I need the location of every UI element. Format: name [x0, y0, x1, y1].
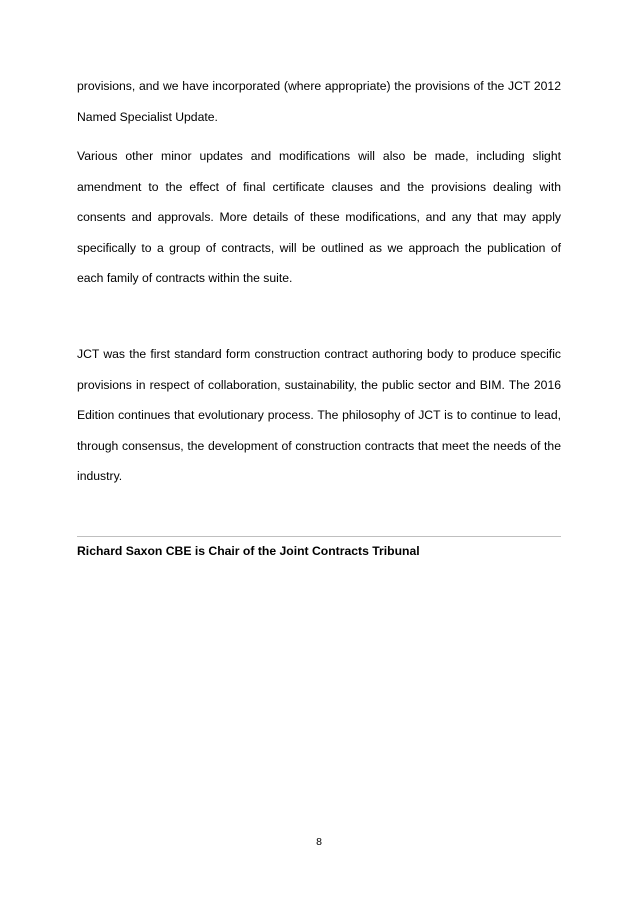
paragraph-jct-philosophy: JCT was the first standard form construction contract authoring body to produce specific provisions in respect of collaboration, sustainability, the public sector and BIM. The 2016 Edition continues that evolutionary process. The philosophy of JCT is to continue to lead, through consensus, the development of construction contracts that meet the needs of the industry. — [77, 347, 561, 483]
author-note: Richard Saxon CBE is Chair of the Joint Contracts Tribunal — [77, 544, 420, 558]
page-number: 8 — [316, 836, 322, 848]
paragraph-named-specialist-update: provisions, and we have incorporated (where appropriate) the provisions of the JCT 2012 Named Specialist Update. — [77, 79, 561, 124]
separator-line — [77, 536, 561, 537]
paragraph-minor-updates: Various other minor updates and modifications will also be made, including slight amendment to the effect of final certificate clauses and the provisions dealing with consents and approvals. More details of these modifications, and any that may apply specifically to a group of contracts, will be outlined as we approach the publication of each family of contracts within the suite. — [77, 149, 561, 285]
